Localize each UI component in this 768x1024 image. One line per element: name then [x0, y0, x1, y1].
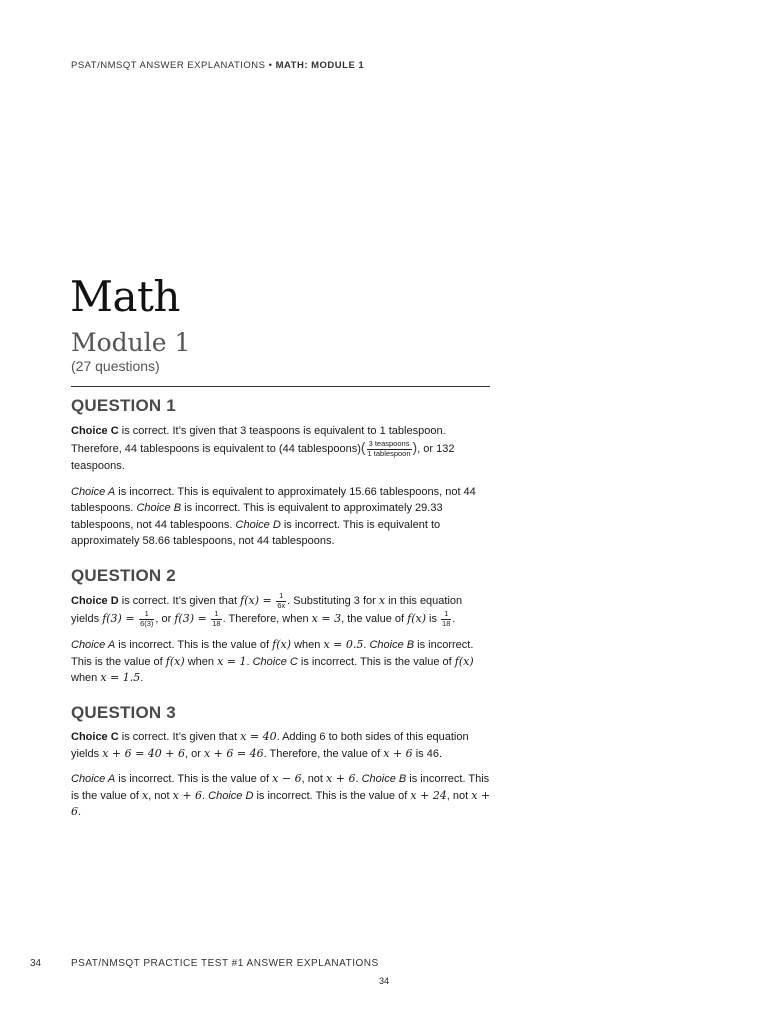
text: . [202, 789, 209, 802]
math: x + 6 [383, 746, 413, 760]
text: , or [185, 747, 204, 760]
math: f(x) [407, 612, 426, 625]
question-3 [71, 702, 491, 821]
fraction [211, 610, 221, 628]
math: x + 6 [172, 788, 203, 802]
math: x + 24 [410, 788, 447, 802]
incorrect-explanation [71, 484, 491, 550]
numerator: 3 teaspoons [367, 440, 412, 450]
math: x + 6 = 46 [203, 746, 264, 760]
text: is incorrect. This is the value of [71, 639, 474, 668]
text: . [246, 655, 253, 668]
correct-explanation [71, 423, 491, 475]
text: . [355, 773, 362, 786]
text: when [291, 639, 324, 652]
text: is incorrect. This is the value of [253, 789, 411, 802]
choice-label: Choice D [235, 518, 281, 531]
fraction [276, 592, 286, 610]
question-heading: QUESTION 3 [71, 702, 176, 722]
question-2 [71, 565, 491, 687]
correct-explanation [71, 592, 491, 628]
choice-label: Choice B [361, 773, 407, 786]
denominator: 18 [212, 618, 221, 628]
text: when [184, 655, 218, 668]
numerator: 1 [139, 610, 154, 620]
text: is correct. It’s given that [118, 731, 241, 744]
text: . [452, 613, 456, 625]
choice-label: Choice B [369, 639, 415, 652]
text: is incorrect. This is the value of [115, 773, 273, 786]
correct-choice: Choice C [71, 731, 119, 744]
choice-label: Choice A [71, 773, 116, 786]
answer-explanations [71, 398, 491, 839]
choice-label: Choice A [71, 485, 116, 498]
choice-label: Choice B [136, 502, 182, 515]
math: x = 0.5 [323, 638, 364, 652]
text: , not [301, 773, 327, 786]
choice-label: Choice A [71, 639, 116, 652]
page-number: 34 [378, 976, 389, 986]
math: f(x) [272, 638, 292, 652]
paren: ( [360, 439, 366, 455]
question-heading: QUESTION 1 [71, 396, 176, 415]
math: f(x) [454, 654, 474, 668]
quantity: (44 tablespoons) [278, 443, 361, 455]
incorrect-explanation [71, 637, 491, 687]
correct-explanation [71, 729, 491, 762]
choice-label: Choice D [208, 789, 254, 802]
math: x + 6 [71, 788, 491, 819]
math: x = 1.5 [100, 671, 141, 685]
footer-left-number: 34 [30, 958, 42, 969]
numerator: 1 [441, 610, 451, 620]
text: . Adding 6 to both sides of this equation yields [71, 731, 469, 760]
question-1 [71, 398, 491, 550]
text: is correct. It’s given that [118, 595, 241, 607]
text: . [363, 639, 370, 652]
text: is incorrect. This is the value of [115, 639, 273, 652]
text: , or [155, 613, 175, 625]
text: is 46. [412, 747, 443, 760]
denominator: 1 tablespoon [367, 448, 411, 458]
math: x = 1 [217, 654, 247, 668]
divider [71, 386, 490, 387]
math: x − 6 [272, 772, 302, 786]
text: in this equation yields [71, 595, 463, 625]
text: , not [148, 789, 173, 802]
question-count: (27 questions) [71, 358, 160, 374]
text: , the value of [341, 613, 408, 625]
footer-text: PSAT/NMSQT PRACTICE TEST #1 ANSWER EXPLANATIONS [71, 958, 379, 969]
correct-choice: Choice D [71, 595, 119, 607]
denominator: 6x [277, 600, 286, 610]
denominator: 18 [442, 618, 451, 628]
math: f(x) [165, 654, 185, 668]
running-head-section: MATH: MODULE 1 [275, 60, 365, 71]
question-heading: QUESTION 2 [71, 565, 176, 585]
math: x = 40 [240, 730, 277, 744]
incorrect-explanation [71, 771, 491, 821]
running-head [71, 60, 364, 71]
math: x = 3 [311, 612, 342, 625]
math: f(x) = [240, 594, 276, 607]
text: , or 132 teaspoons. [71, 443, 455, 473]
text: is correct. It’s given that 3 teaspoons is equivalent to 1 tablespoon. Therefore, 44 tablespoons is equivalent to [71, 424, 446, 455]
text: is incorrect. This is equivalent to approximately 58.66 tablespoons, not 44 tablespoons. [71, 518, 441, 548]
text: when [71, 672, 101, 685]
denominator: 6(3) [140, 618, 154, 628]
paren: ) [412, 439, 418, 455]
math: x [378, 594, 386, 607]
text: is [425, 613, 441, 625]
text: is incorrect. This is the value of [297, 655, 455, 668]
math: x + 6 [326, 772, 356, 786]
text: is incorrect. This is equivalent to approximately 29.33 tablespoons, not 44 tablespoons. [71, 502, 443, 531]
text: . Therefore, the value of [263, 747, 384, 760]
running-head-prefix: PSAT/NMSQT ANSWER EXPLANATIONS • [71, 60, 276, 71]
text: . [140, 672, 144, 685]
text: is incorrect. This is equivalent to approximately 15.66 tablespoons, not 44 tablespoons. [71, 485, 476, 515]
math: f(3) = [174, 612, 211, 625]
numerator: 1 [276, 592, 286, 602]
fraction [441, 610, 451, 628]
math: x + 6 = 40 + 6 [102, 746, 186, 760]
fraction [367, 440, 412, 458]
module-title: Module 1 [71, 328, 191, 357]
numerator: 1 [211, 610, 221, 620]
fraction [139, 610, 154, 628]
correct-choice: Choice C [71, 424, 119, 437]
text: , not [446, 789, 472, 802]
choice-label: Choice C [252, 655, 298, 668]
text: . Substituting 3 for [287, 595, 379, 607]
page-title: Math [70, 272, 180, 321]
text: is incorrect. This is the value of [71, 773, 490, 802]
math: x [141, 788, 149, 802]
math: f(3) = [102, 612, 139, 625]
text: . [78, 806, 82, 819]
text: . Therefore, when [222, 613, 312, 625]
